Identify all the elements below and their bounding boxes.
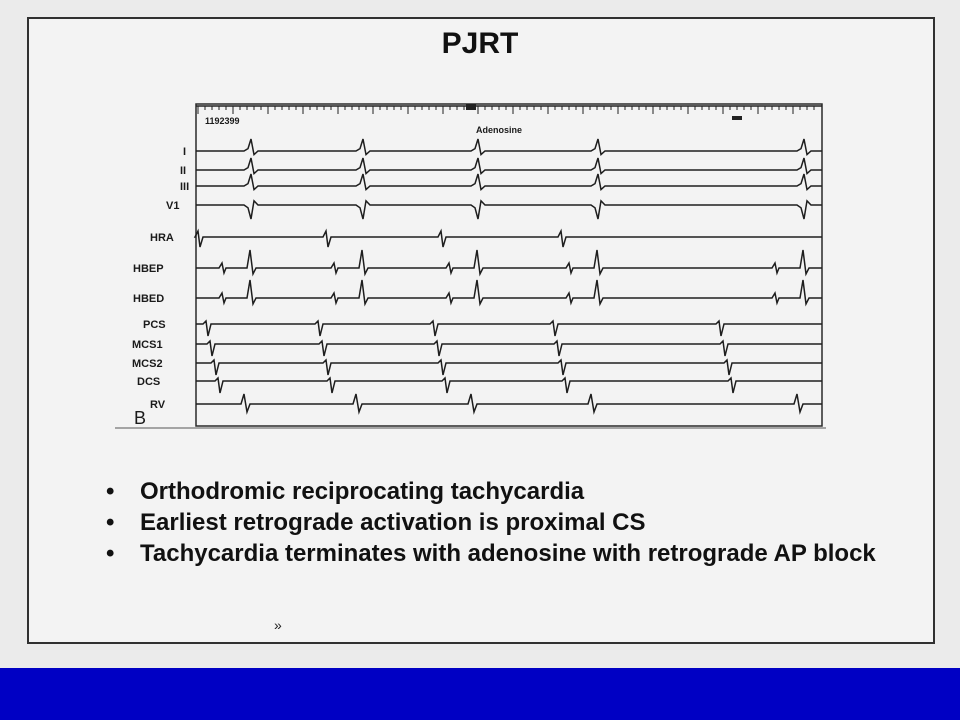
slide-title: PJRT [441, 27, 519, 60]
event-marker [732, 116, 742, 120]
bullet-dot-icon: • [106, 509, 115, 536]
panel-label: B [134, 408, 147, 428]
lead-label: PCS [143, 319, 166, 331]
bullet-text: Tachycardia terminates with adenosine with retrograde AP block [140, 540, 876, 567]
lead-label: I [183, 146, 187, 158]
lead-label: MCS1 [132, 339, 163, 351]
chevron-mark: » [274, 617, 282, 633]
bullet-item [104, 477, 904, 506]
tracing-border [196, 104, 822, 426]
bullet-text: Orthodromic reciprocating tachycardia [140, 478, 585, 505]
lead-trace [196, 250, 822, 274]
adenosine-annotation: Adenosine [476, 125, 523, 135]
lead-trace [196, 321, 822, 336]
lead-trace [196, 201, 822, 219]
record-id: 1192399 [205, 116, 240, 126]
lead-label: HBEP [133, 263, 164, 275]
bullet-item [104, 508, 904, 537]
lead-label: MCS2 [132, 358, 163, 370]
lead-label: HRA [150, 232, 174, 244]
lead-label: III [180, 181, 190, 193]
bullet-list [104, 477, 904, 570]
bullet-dot-icon: • [106, 478, 115, 505]
lead-trace [196, 174, 822, 190]
lead-label: RV [150, 399, 166, 411]
bottom-color-bar [0, 668, 960, 720]
lead-label: HBED [133, 293, 165, 305]
lead-label: V1 [166, 200, 180, 212]
lead-trace [196, 158, 822, 174]
lead-label: II [180, 165, 187, 177]
bullet-dot-icon: • [106, 540, 115, 567]
bullet-item [104, 539, 904, 568]
lead-trace [196, 394, 822, 412]
bullet-text: Earliest retrograde activation is proximal CS [140, 509, 646, 536]
lead-trace [196, 280, 822, 304]
lead-trace [196, 378, 822, 393]
lead-trace [195, 231, 822, 247]
lead-trace [196, 341, 822, 356]
event-marker [466, 104, 476, 110]
lead-trace [196, 360, 822, 375]
lead-trace [196, 139, 822, 155]
lead-label: DCS [137, 376, 161, 388]
